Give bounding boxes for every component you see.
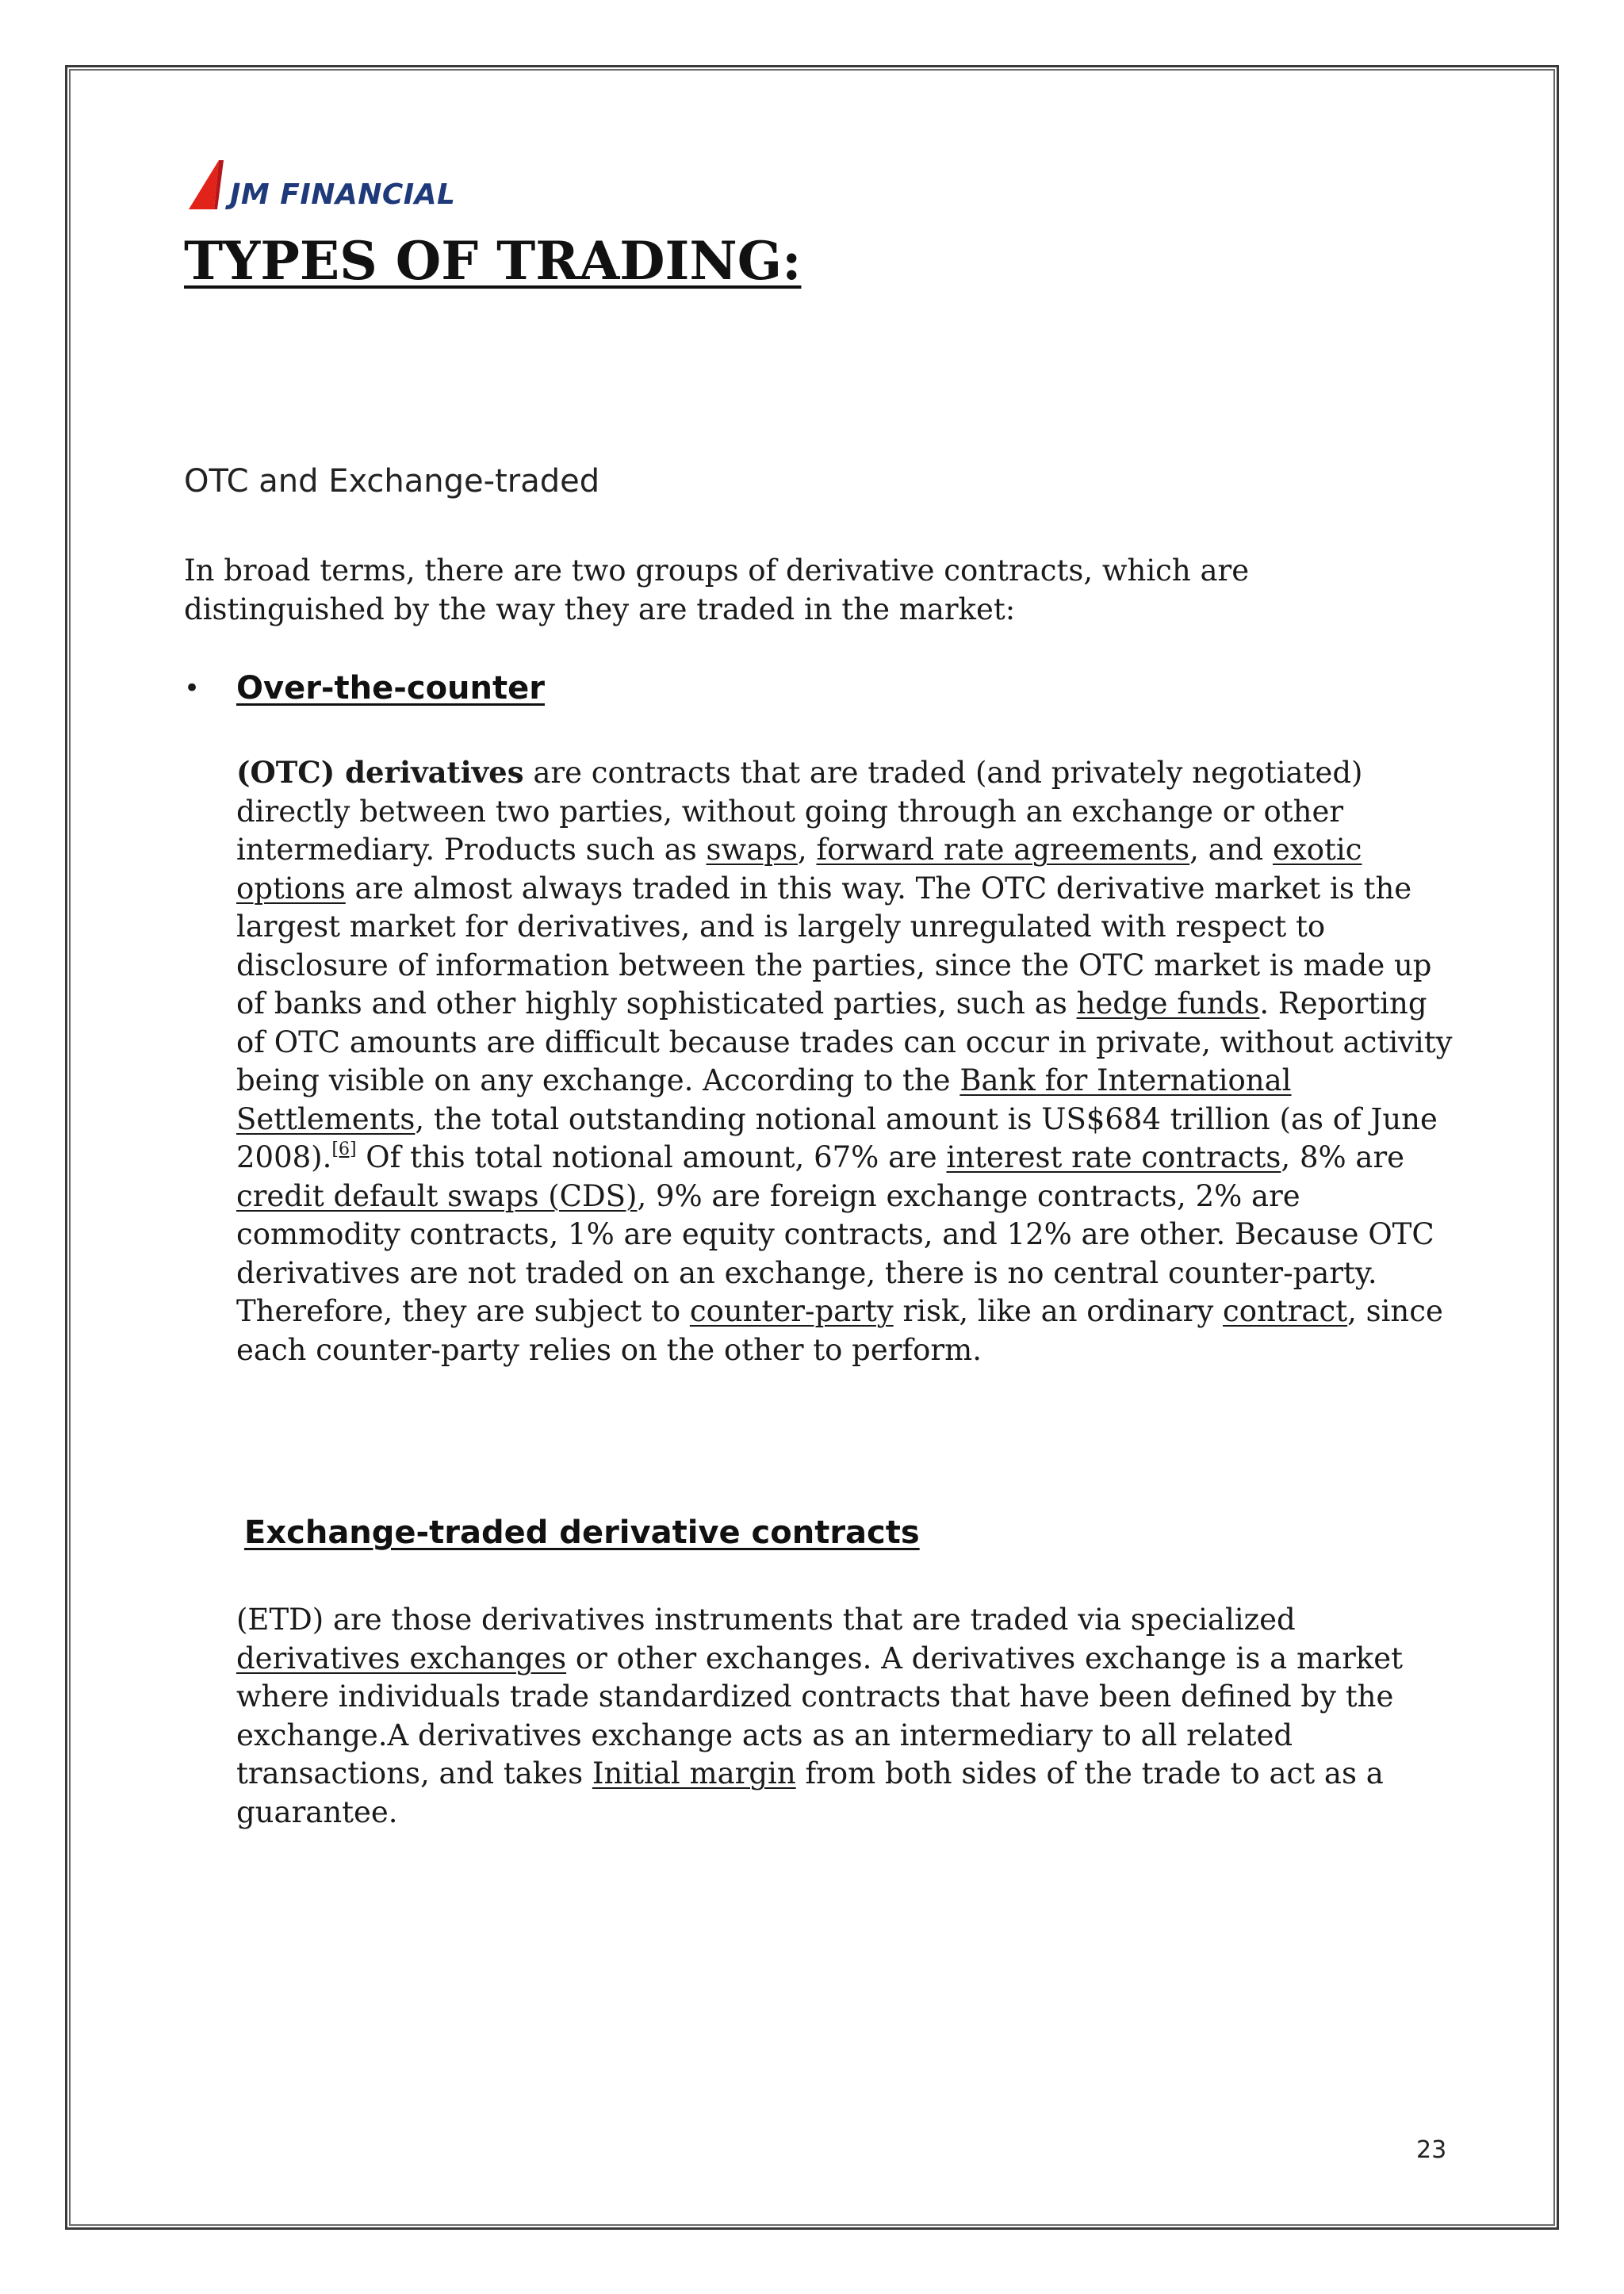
text-run: , (797, 833, 817, 867)
link-counter-party[interactable]: counter-party (689, 1294, 894, 1328)
link-forward-rate-agreements[interactable]: forward rate agreements (816, 833, 1190, 867)
text-run: . Reporting of OTC amounts are difficult because trades can occur in private, without activity being visible on any exchange. According to the (236, 986, 1453, 1097)
link-credit-default-swaps[interactable]: credit default swaps (CDS) (236, 1178, 638, 1213)
text-run: , and (1189, 833, 1273, 867)
link-contract[interactable]: contract (1223, 1294, 1348, 1328)
link-derivatives-exchanges[interactable]: derivatives exchanges (236, 1641, 567, 1676)
otc-bold-lead: (OTC) derivatives (236, 755, 524, 790)
text-run: from both sides of the trade to act as a guarantee. (236, 1756, 1384, 1829)
page-title: TYPES OF TRADING: (184, 230, 802, 292)
link-hedge-funds[interactable]: hedge funds (1076, 986, 1260, 1021)
section-intro-heading: OTC and Exchange-traded (184, 463, 600, 500)
link-initial-margin[interactable]: Initial margin (592, 1756, 796, 1790)
link-interest-rate-contracts[interactable]: interest rate contracts (946, 1140, 1281, 1174)
intro-paragraph: In broad terms, there are two groups of derivative contracts, which are distinguished by the way they are traded in the market: (184, 553, 1250, 626)
text-run: , since each counter-party relies on the other to perform. (236, 1294, 1443, 1367)
otc-bullet-item (184, 670, 545, 707)
text-run: risk, like an ordinary (893, 1294, 1224, 1328)
text-run: are almost always traded in this way. The OTC derivative market is the largest market for derivatives, and is largely unregulated with respect to disclosure of information between the parties, since the OTC market is made up of banks and other highly sophisticated parties, such as (236, 871, 1432, 1021)
text-run: are contracts that are traded (and privately negotiated) directly between two parties, without going through an exchange or other intermediary. Products such as (236, 756, 1363, 867)
etd-heading-wrap (244, 1515, 920, 1551)
company-logo (187, 159, 455, 211)
text-run: , 8% are (1281, 1140, 1405, 1174)
etd-paragraph (236, 1601, 1457, 1832)
bullet-icon: • (184, 672, 201, 704)
text-run: , the total outstanding notional amount is US$684 trillion (as of June 2008). (236, 1101, 1438, 1174)
reference-link[interactable]: [6] (331, 1139, 357, 1159)
link-swaps[interactable]: swaps (706, 833, 798, 867)
logo-text: JM FINANCIAL (230, 178, 456, 211)
text-run: or other exchanges. A derivatives exchange is a market where individuals trade standardized contracts that have been defined by the exchange.A derivatives exchange acts as an intermediary to all related transactions, and takes (236, 1641, 1403, 1790)
text-run: (ETD) are those derivatives instruments that are traded via specialized (236, 1603, 1296, 1637)
page-number: 23 (1416, 2136, 1447, 2164)
text-run: , 9% are foreign exchange contracts, 2% are commodity contracts, 1% are equity contracts, and 12% are other. Because OTC derivatives are not traded on an exchange, there is no central counter-party. Therefore, they are subject to (236, 1178, 1434, 1328)
etd-heading: Exchange-traded derivative contracts (244, 1515, 920, 1551)
text-run: Of this total notional amount, 67% are (356, 1140, 947, 1174)
link-bank-for-international-settlements[interactable]: Bank for International Settlements (236, 1063, 1292, 1136)
link-exotic-options[interactable]: exotic options (236, 833, 1362, 906)
otc-paragraph (236, 753, 1457, 1369)
jm-logo-mark-icon (187, 159, 225, 211)
otc-heading: Over-the-counter (236, 670, 545, 707)
